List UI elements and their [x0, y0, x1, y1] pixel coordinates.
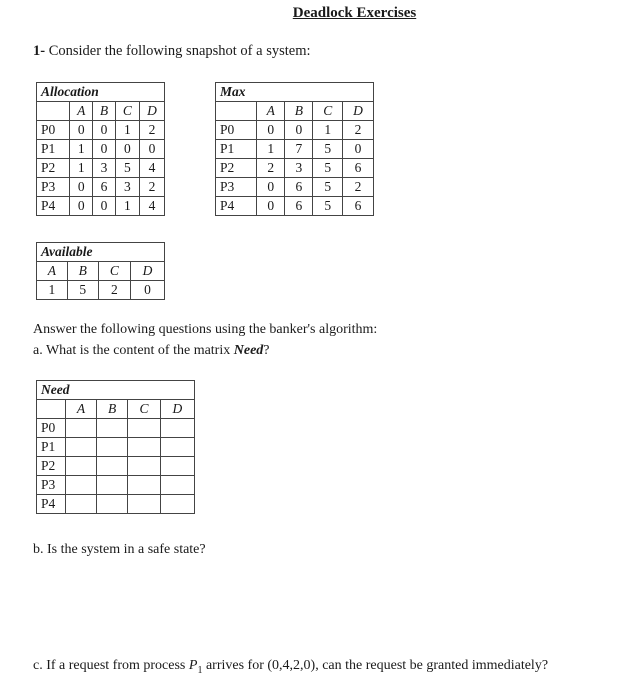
question-c — [33, 658, 548, 676]
process-label: P4 — [37, 197, 70, 216]
allocation-cell: 0 — [93, 121, 116, 140]
max-cell: 6 — [285, 197, 313, 216]
allocation-cell: 2 — [139, 178, 164, 197]
need-cell — [66, 495, 97, 514]
allocation-row — [37, 197, 165, 216]
max-cell: 5 — [313, 140, 343, 159]
max-cell: 0 — [285, 121, 313, 140]
process-label: P4 — [37, 495, 66, 514]
allocation-row — [37, 178, 165, 197]
max-row — [216, 197, 374, 216]
max-cell: 1 — [257, 140, 285, 159]
allocation-cell: 1 — [115, 121, 139, 140]
need-cell — [66, 438, 97, 457]
allocation-cell: 1 — [115, 197, 139, 216]
question-a-suffix: ? — [263, 343, 270, 358]
question-a-emph: Need — [233, 343, 264, 358]
need-table — [36, 380, 195, 514]
need-cell — [97, 495, 128, 514]
process-label: P0 — [37, 121, 70, 140]
allocation-cell: 5 — [115, 159, 139, 178]
instructions-text: Answer the following questions using the banker's algorithm: — [33, 322, 378, 337]
max-row — [216, 159, 374, 178]
allocation-cell: 1 — [70, 159, 93, 178]
available-cell: 5 — [67, 281, 98, 300]
max-row — [216, 121, 374, 140]
allocation-col-header: B — [93, 102, 116, 121]
process-label: P2 — [37, 457, 66, 476]
max-col-header: D — [343, 102, 374, 121]
process-label: P2 — [216, 159, 257, 178]
need-cell — [128, 438, 161, 457]
allocation-cell: 0 — [70, 197, 93, 216]
need-cell — [160, 495, 194, 514]
allocation-cell: 2 — [139, 121, 164, 140]
allocation-cell: 0 — [93, 197, 116, 216]
available-title: Available — [37, 243, 165, 262]
process-label: P3 — [37, 476, 66, 495]
need-row — [37, 438, 195, 457]
allocation-cell: 0 — [70, 121, 93, 140]
need-cell — [97, 457, 128, 476]
process-label: P3 — [216, 178, 257, 197]
allocation-cell: 4 — [139, 159, 164, 178]
max-col-header: C — [313, 102, 343, 121]
need-title: Need — [37, 381, 195, 400]
allocation-cell: 0 — [115, 140, 139, 159]
need-cell — [66, 419, 97, 438]
max-cell: 6 — [285, 178, 313, 197]
available-cell: 1 — [37, 281, 68, 300]
allocation-cell: 1 — [70, 140, 93, 159]
max-cell: 0 — [343, 140, 374, 159]
need-col-header: D — [160, 400, 194, 419]
available-cell: 0 — [131, 281, 165, 300]
need-cell — [66, 457, 97, 476]
available-col-header: B — [67, 262, 98, 281]
allocation-cell: 0 — [139, 140, 164, 159]
need-cell — [160, 419, 194, 438]
need-col-header: C — [128, 400, 161, 419]
max-row — [216, 178, 374, 197]
process-label: P1 — [37, 438, 66, 457]
process-label: P0 — [37, 419, 66, 438]
question-c-subscript: 1 — [197, 664, 203, 676]
max-cell: 7 — [285, 140, 313, 159]
max-cell: 2 — [343, 121, 374, 140]
allocation-cell: 6 — [93, 178, 116, 197]
max-row — [216, 140, 374, 159]
need-cell — [66, 476, 97, 495]
max-title: Max — [216, 83, 374, 102]
allocation-cell: 3 — [93, 159, 116, 178]
allocation-title: Allocation — [37, 83, 165, 102]
process-label: P0 — [216, 121, 257, 140]
need-col-header: A — [66, 400, 97, 419]
max-col-header: B — [285, 102, 313, 121]
allocation-row — [37, 140, 165, 159]
max-cell: 1 — [313, 121, 343, 140]
need-cell — [97, 476, 128, 495]
available-table — [36, 242, 165, 300]
need-cell — [97, 438, 128, 457]
max-cell: 5 — [313, 197, 343, 216]
max-col-header: A — [257, 102, 285, 121]
need-cell — [97, 419, 128, 438]
question-c-process: P — [188, 658, 198, 673]
max-cell: 5 — [313, 178, 343, 197]
process-label: P1 — [37, 140, 70, 159]
allocation-row — [37, 159, 165, 178]
question-a — [33, 343, 270, 359]
question-b: b. Is the system in a safe state? — [33, 542, 206, 557]
max-cell: 2 — [257, 159, 285, 178]
allocation-table — [36, 82, 165, 216]
allocation-cell: 0 — [93, 140, 116, 159]
available-row — [37, 281, 165, 300]
question-a-prefix: a. What is the content of the matrix — [33, 343, 231, 358]
allocation-row — [37, 121, 165, 140]
question-1-text: Consider the following snapshot of a system: — [48, 43, 311, 59]
need-cell — [128, 457, 161, 476]
need-cell — [160, 476, 194, 495]
process-label: P3 — [37, 178, 70, 197]
question-c-suffix: arrives for (0,4,2,0), can the request be granted immediately? — [205, 658, 549, 673]
need-cell — [160, 438, 194, 457]
need-row — [37, 457, 195, 476]
allocation-col-header: D — [139, 102, 164, 121]
allocation-cell: 4 — [139, 197, 164, 216]
available-col-header: C — [98, 262, 130, 281]
allocation-col-header: C — [115, 102, 139, 121]
need-cell — [160, 457, 194, 476]
question-1-number: 1- — [33, 43, 46, 59]
max-cell: 3 — [285, 159, 313, 178]
max-cell: 2 — [343, 178, 374, 197]
need-cell — [128, 495, 161, 514]
max-corner — [216, 102, 257, 121]
allocation-corner — [37, 102, 70, 121]
max-cell: 0 — [257, 197, 285, 216]
available-col-header: D — [131, 262, 165, 281]
question-c-prefix: c. If a request from process — [33, 658, 186, 673]
process-label: P1 — [216, 140, 257, 159]
available-cell: 2 — [98, 281, 130, 300]
need-row — [37, 476, 195, 495]
max-cell: 6 — [343, 197, 374, 216]
need-row — [37, 495, 195, 514]
max-cell: 5 — [313, 159, 343, 178]
need-col-header: B — [97, 400, 128, 419]
allocation-cell: 0 — [70, 178, 93, 197]
available-col-header: A — [37, 262, 68, 281]
need-cell — [128, 419, 161, 438]
question-1 — [33, 43, 311, 60]
max-cell: 6 — [343, 159, 374, 178]
allocation-col-header: A — [70, 102, 93, 121]
need-cell — [128, 476, 161, 495]
need-row — [37, 419, 195, 438]
page-title: Deadlock Exercises — [292, 5, 417, 21]
max-cell: 0 — [257, 178, 285, 197]
process-label: P2 — [37, 159, 70, 178]
max-table — [215, 82, 374, 216]
process-label: P4 — [216, 197, 257, 216]
need-corner — [37, 400, 66, 419]
max-cell: 0 — [257, 121, 285, 140]
allocation-cell: 3 — [115, 178, 139, 197]
